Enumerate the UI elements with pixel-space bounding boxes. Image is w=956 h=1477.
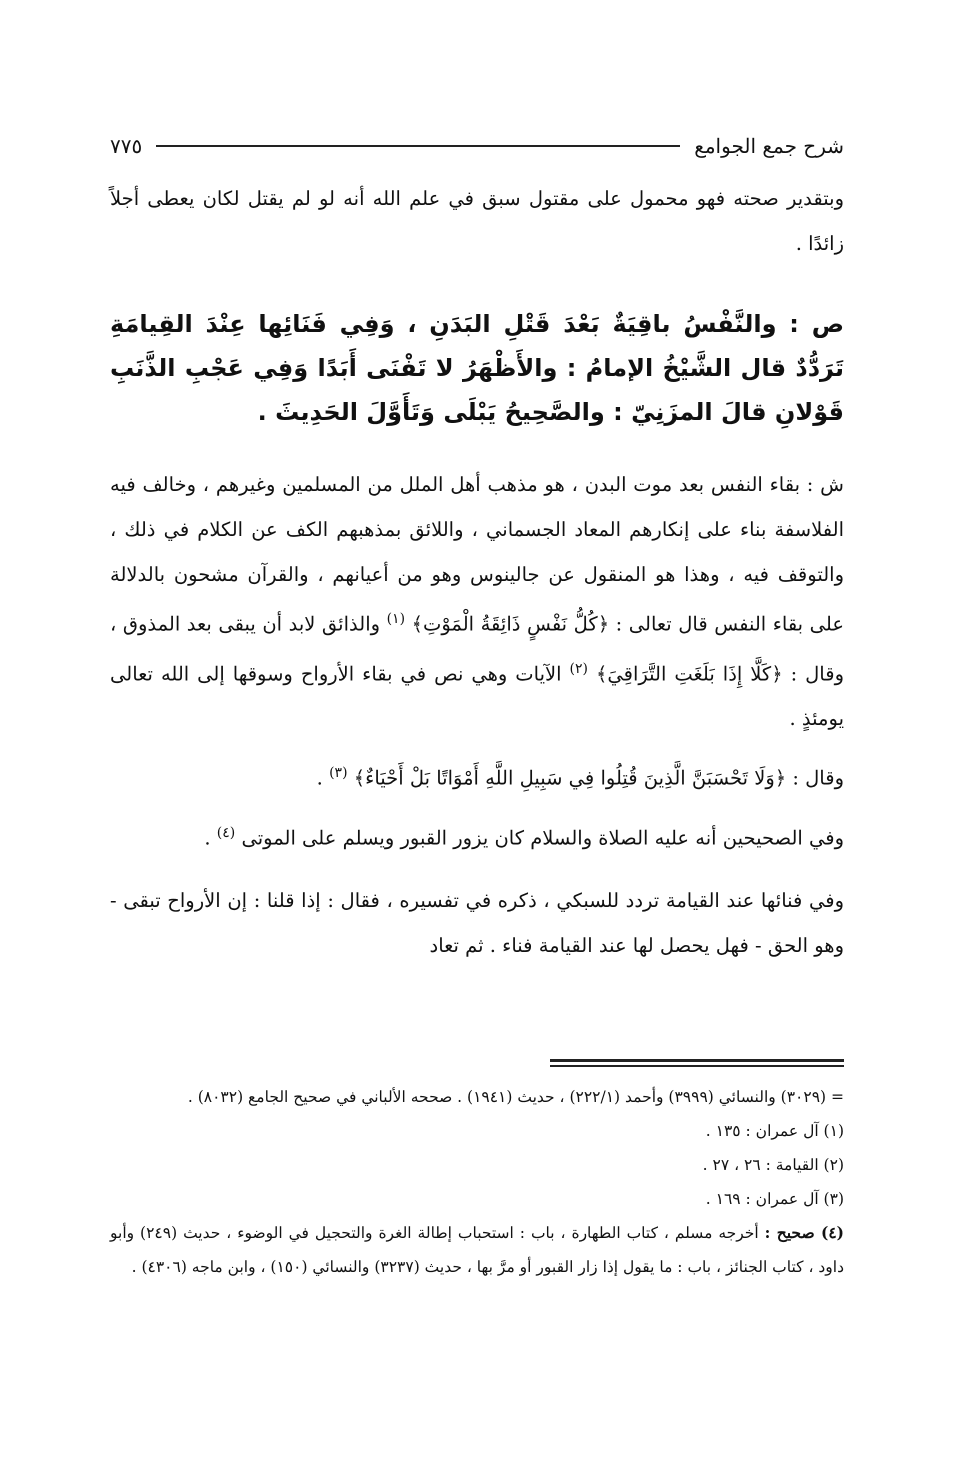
main-text (110, 176, 844, 968)
paragraph-last: وفي فنائها عند القيامة تردد للسبكي ، ذكره في تفسيره ، فقال : إذا قلنا : إن الأرواح تبقى - وهو الحق - فهل يحصل لها عند القيامة فناء . ثم تعاد (110, 889, 844, 957)
footnote-label: (٤) صحيح : (764, 1223, 845, 1242)
header-rule (156, 145, 680, 147)
footnote-ref: (١) (386, 611, 406, 627)
footnote-continuation: = (٣٠٢٩) والنسائي (٣٩٩٩) وأحمد (٢٢٢/١) ، حديث (١٩٤١) . صححه الألباني في صحيح الجامع (٨٠٣٢) . (187, 1088, 844, 1106)
quran-verse: ﴿وَلَا تَحْسَبَنَّ الَّذِينَ قُتِلُوا فِي سَبِيلِ اللَّهِ أَمْوَاتًا بَلْ أَحْيَاءٌ﴾ (353, 766, 787, 790)
sharh-paragraph: ش : بقاء النفس بعد موت البدن ، هو مذهب أهل الملل من المسلمين وغيرهم ، وخالف فيه الفلاسفة بناء على إنكارهم المعاد الجسماني ، واللائق بمذهبهم الكف عن الكلام في ذلك ، والتوقف فيه ، وهذا هو المنقول عن جالينوس وهو من أعيانهم ، والقرآن مشحون بالدلالة على بقاء النفس قال تعالى : ﴿كُلُّ نَفْسٍ ذَائِقَةُ الْمَوْتِ﴾ $^{(١)}$ والذائق لابد أن يبقى بعد المذوق ، وقال : ﴿كَلَّا إِذَا بَلَغَتِ التَّرَاقِيَ﴾ $^{(٢)}$ الآيات وهي نص في بقاء الأرواح وسوقها إلى الله تعالى يومئذٍ . (110, 473, 844, 730)
running-title: شرح جمع الجوامع (694, 134, 844, 158)
footnote-1: (١) آل عمران : ١٣٥ . (705, 1122, 844, 1140)
footnote-3: (٣) آل عمران : ١٦٩ . (705, 1190, 844, 1208)
footnote-2: (٢) القيامة : ٢٦ ، ٢٧ . (702, 1156, 844, 1174)
running-header (110, 128, 844, 164)
matn-text: ص : والنَّفْسُ باقِيَةٌ بَعْدَ قَتْلِ البَدَنِ ، وَفِي فَنَائِها عِنْدَ القِيامَةِ تَرَدُّدٌ قال الشَّيْخُ الإمامُ : والأَظْهَرُ لا تَفْنَى أَبَدًا وَفِي عَجْبِ الذَّنَبِ قَوْلانِ قالَ المزَنِيّ : والصَّحِيحُ يَبْلَى وَتَأَوَّلَ الحَدِيثَ . (110, 310, 844, 426)
quote-paragraph: وقال : ﴿وَلَا تَحْسَبَنَّ الَّذِينَ قُتِلُوا فِي سَبِيلِ اللَّهِ أَمْوَاتًا بَلْ أَحْيَاءٌ﴾ $^{(٣)}$ . (316, 765, 844, 790)
hadith-paragraph: وفي الصحيحين أنه عليه الصلاة والسلام كان يزور القبور ويسلم على الموتى $^{(٤)}$ . (204, 824, 844, 849)
paragraph-continuation: وبتقدير صحته فهو محمول على مقتول سبق في علم الله أنه لو لم يقتل لكان يعطى أجلاً زائدًا . (110, 187, 844, 255)
quran-verse: ﴿كَلَّا إِذَا بَلَغَتِ التَّرَاقِيَ﴾ (595, 662, 783, 685)
footnote-4: (٤) صحيح : أخرجه مسلم ، كتاب الطهارة ، باب : استحباب إطالة الغرة والتحجيل في الوضوء ، حديث (٢٤٩) وأبو داود ، كتاب الجنائز ، باب : ما يقول إذا زار القبور أو مرَّ بها ، حديث (٣٢٣٧) والنسائي (١٥٠) ، وابن ماجه (٤٣٠٦) . (110, 1223, 845, 1276)
footnotes (110, 1080, 844, 1284)
footnote-ref: (٢) (569, 660, 588, 677)
footnote-ref: (٣) (329, 765, 348, 781)
book-page (110, 0, 844, 1477)
quran-verse: ﴿كُلُّ نَفْسٍ ذَائِقَةُ الْمَوْتِ﴾ (411, 612, 610, 636)
footnote-ref: (٤) (216, 824, 236, 841)
footnote-separator (550, 1059, 844, 1068)
page-number: ٧٧٥ (110, 134, 143, 158)
